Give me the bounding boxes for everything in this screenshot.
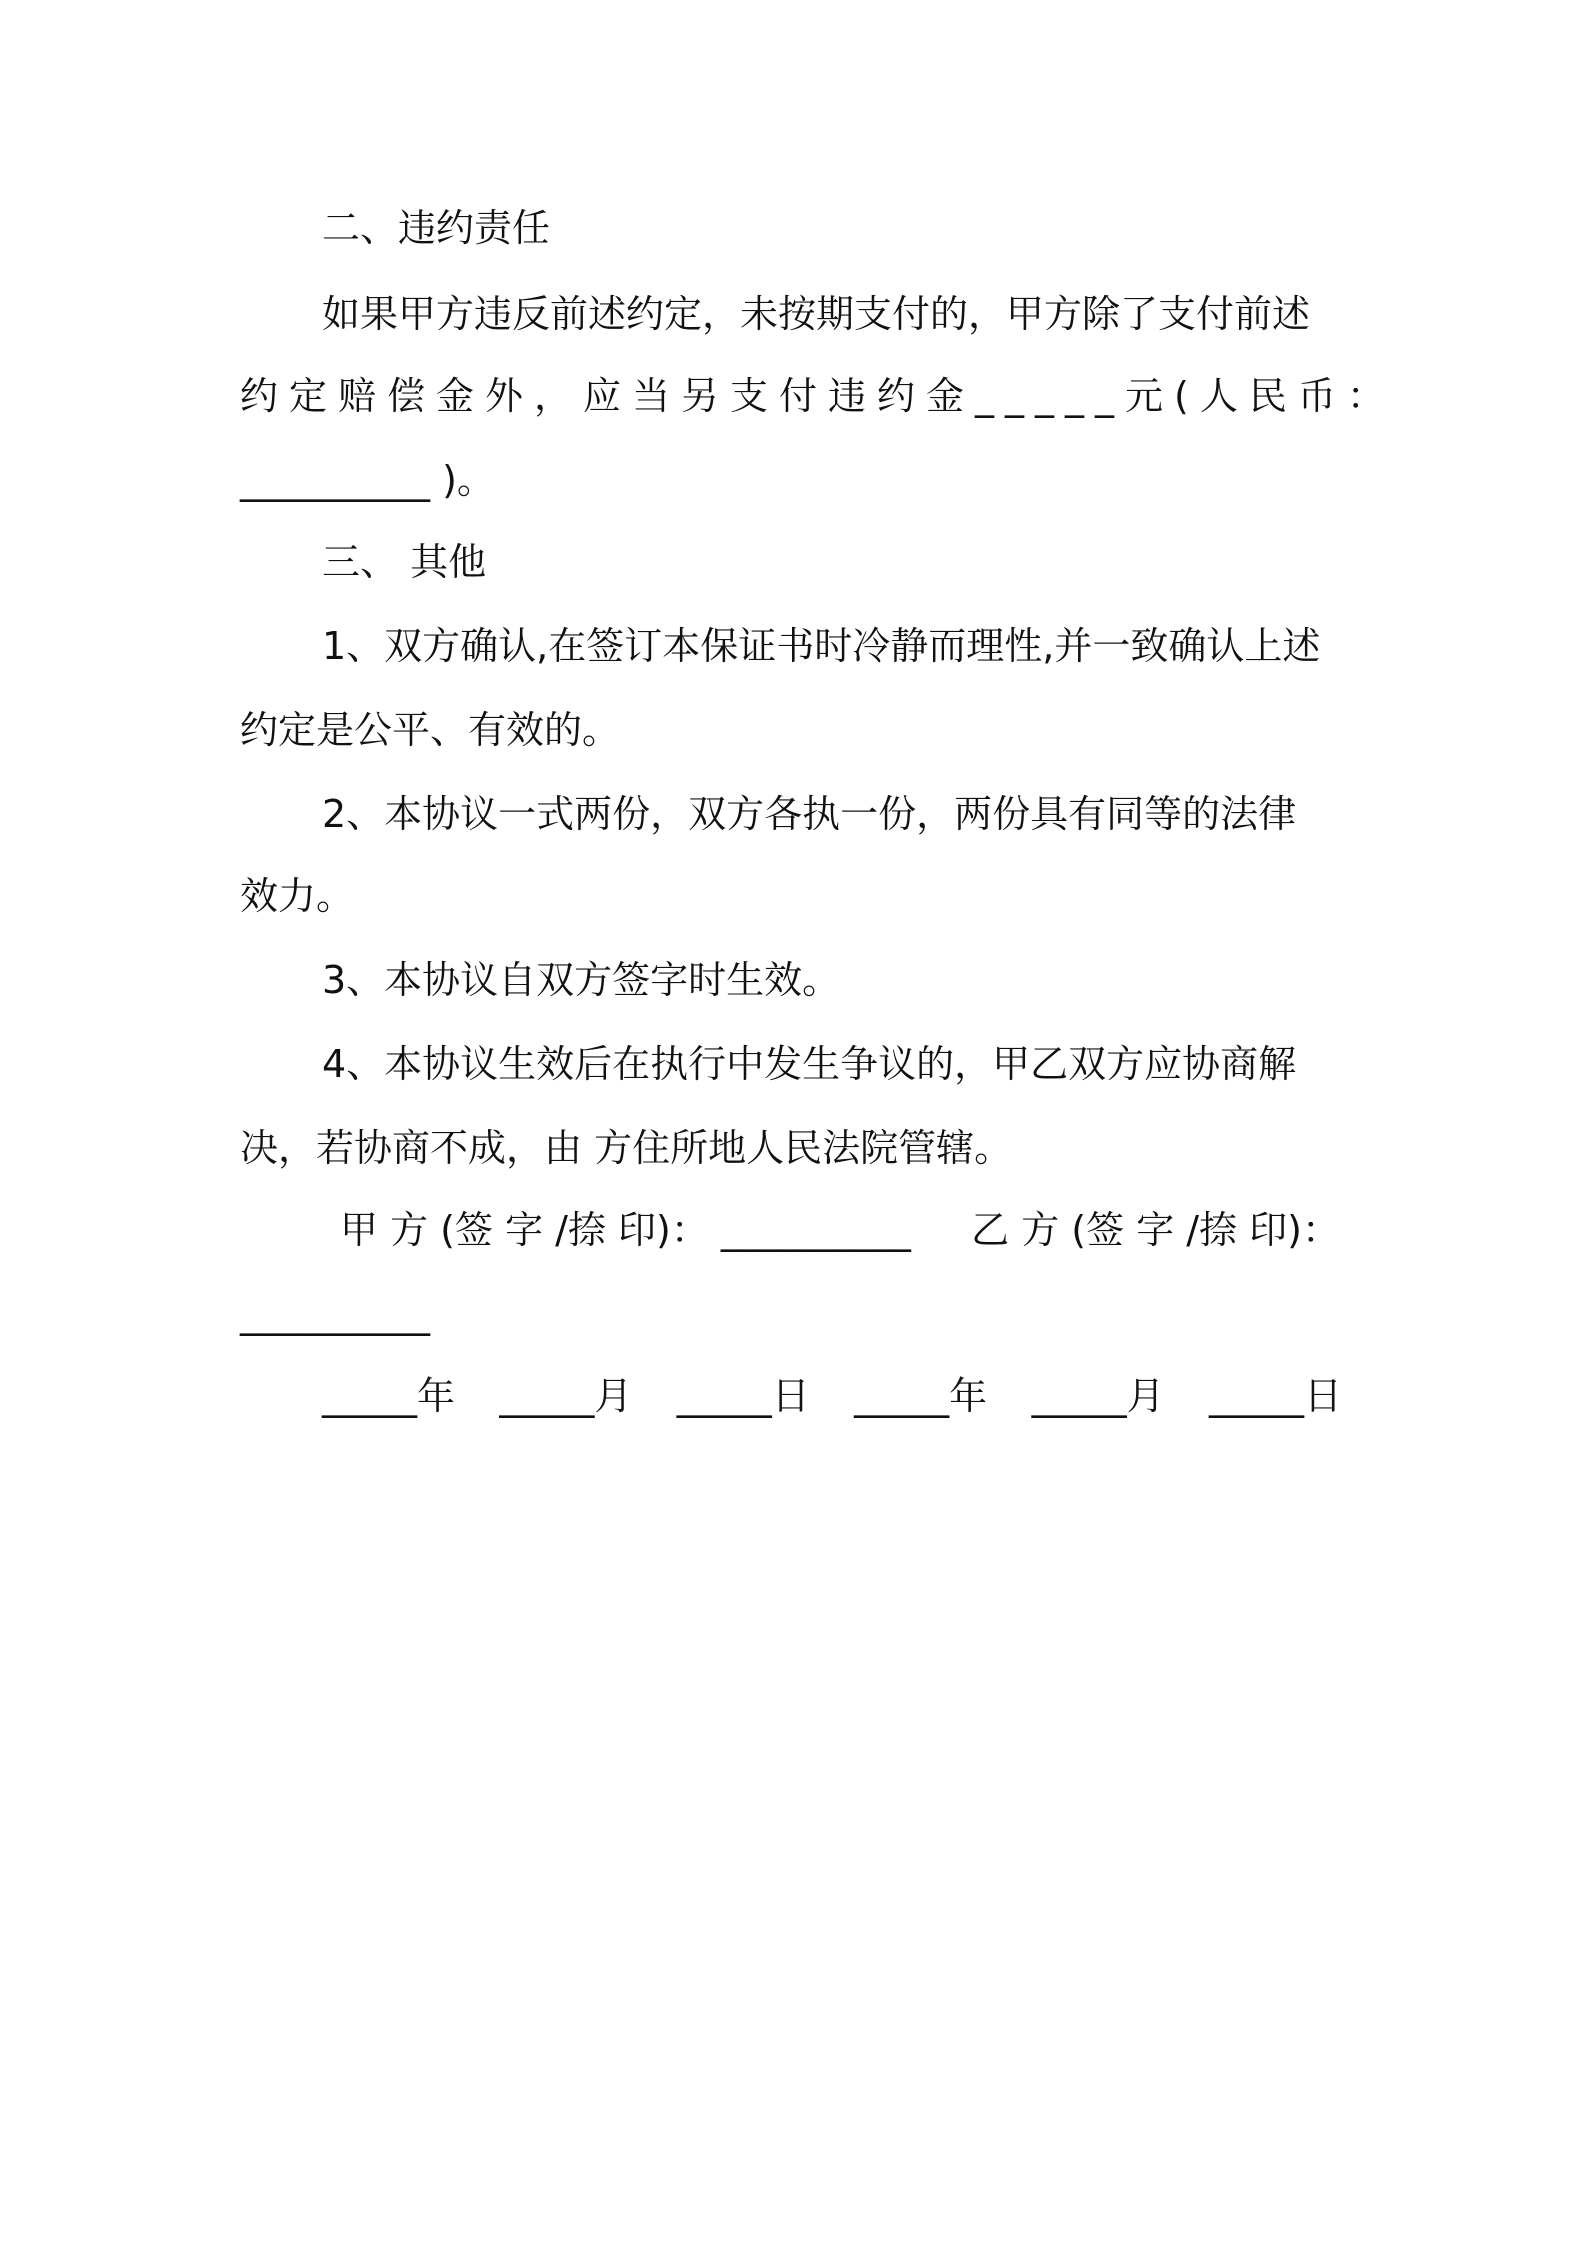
party-b-year: _____年 [854, 1374, 988, 1418]
party-b-day: _____日 [1208, 1374, 1342, 1418]
party-a-signature: 甲 方 (签 字 /捺 印)： __________ [340, 1208, 911, 1252]
party-a-month: _____月 [499, 1374, 633, 1418]
party-a-day: _____日 [676, 1374, 810, 1418]
section2-para-line2-text: 约定赔偿金外，应当另支付违约金 [240, 374, 976, 418]
section3-item2-line1: 2、本协议一式两份，双方各执一份，两份具有同等的法律 [322, 792, 1297, 836]
section2-para-line2 [240, 372, 1396, 420]
section2-heading: 二、违约责任 [322, 206, 551, 250]
party-a-year: _____年 [322, 1374, 456, 1418]
section3-item3-line1: 3、本协议自双方签字时生效。 [322, 958, 841, 1002]
signature-continuation: __________ [240, 1292, 430, 1336]
section3-heading: 三、 其他 [322, 540, 487, 584]
date-row [322, 1372, 1342, 1420]
section2-para-line3: __________ )。 [240, 458, 495, 502]
party-b-month: _____月 [1031, 1374, 1165, 1418]
section2-para-line2-amount: _____元(人民币： [975, 374, 1396, 418]
section3-item2-line2: 效力。 [240, 874, 355, 918]
section3-item4-line2: 决，若协商不成，由 方住所地人民法院管辖。 [240, 1126, 1013, 1170]
section3-item1-line1: 1、双方确认,在签订本保证书时冷静而理性,并一致确认上述 [322, 624, 1321, 668]
section3-item1-line2: 约定是公平、有效的。 [240, 708, 621, 752]
signature-row [340, 1206, 1340, 1254]
section2-para-line1: 如果甲方违反前述约定，未按期支付的，甲方除了支付前述 [322, 292, 1311, 336]
section3-item4-line1: 4、本协议生效后在执行中发生争议的，甲乙双方应协商解 [322, 1042, 1297, 1086]
party-b-signature: 乙 方 (签 字 /捺 印)： [971, 1208, 1340, 1252]
